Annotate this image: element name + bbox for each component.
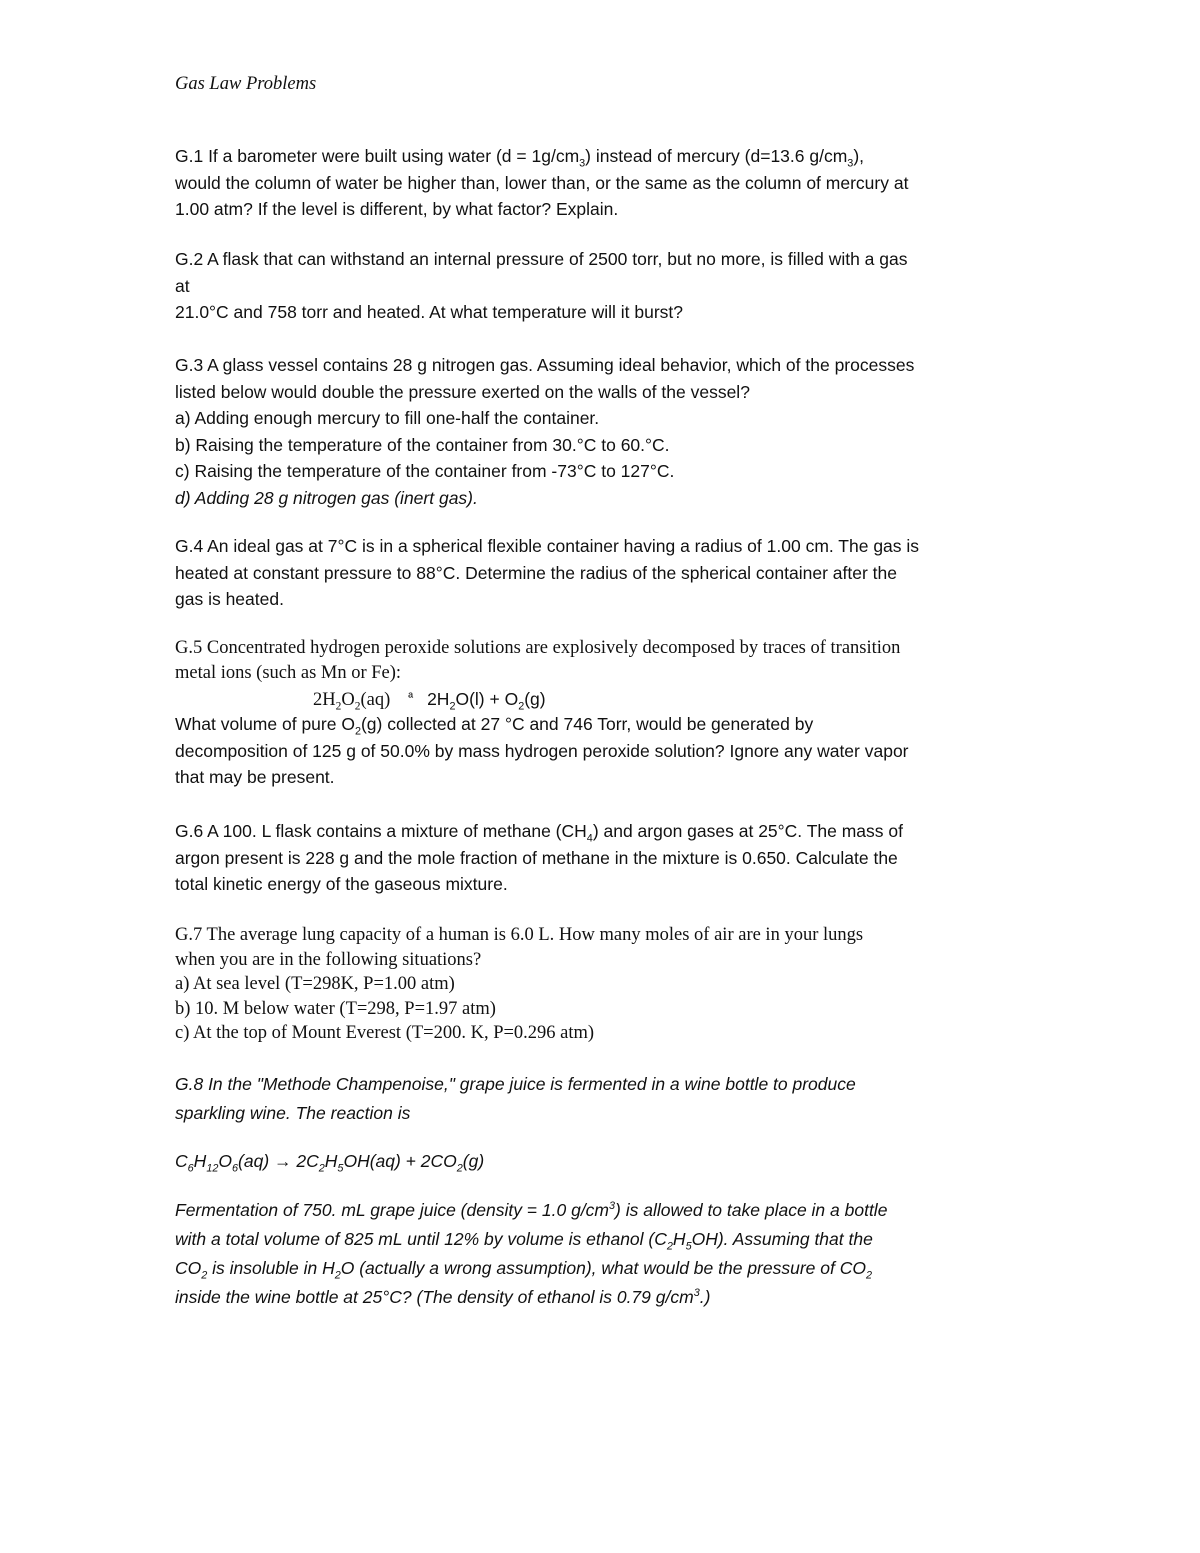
problem-line: $CO_2$ is insoluble in $H_2O$ (actually a wrong assumption), what would be the pressure of $CO_2$ (175, 1258, 873, 1282)
option-d: d) Adding 28 g nitrogen gas (inert gas). (175, 487, 478, 508)
reaction-arrow: ª (408, 690, 414, 705)
problem-g6 (175, 818, 1035, 898)
problem-g5 (175, 636, 1035, 791)
problem-line: What volume of pure $O_2(g)$ collected at 27 °C and 746 Torr, would be generated by (175, 714, 814, 738)
problem-g2 (175, 246, 1035, 326)
reaction-arrow: → (274, 1151, 292, 1171)
problem-line: with a total volume of 825 mL until 12% by volume is ethanol $(C_2H_5OH)$. Assuming that the (175, 1229, 873, 1253)
problem-line: G.1 If a barometer were built using water $(d = 1g/cm_3)$ instead of mercury (d=13.6 $g/cm_3$), (175, 146, 865, 170)
option-a: a) At sea level (T=298K, P=1.00 atm) (175, 974, 455, 994)
problem-line: argon present is 228 g and the mole fraction of methane in the mixture is 0.650. Calculate the (175, 847, 898, 868)
problem-line: that may be present. (175, 767, 335, 787)
option-c: c) At the top of Mount Everest (T=200. K, P=0.296 atm) (175, 1023, 595, 1043)
problem-line: total kinetic energy of the gaseous mixture. (175, 874, 508, 894)
problem-line: when you are in the following situations? (175, 949, 482, 970)
problem-line: would the column of water be higher than, lower than, or the same as the column of mercury at (175, 172, 909, 193)
problem-line: 1.00 atm? If the level is different, by what factor? Explain. (175, 199, 619, 219)
chemical-equation: $2H_2O_2(aq)$ ª $2H_2O(l) + O_2(g)$ (313, 689, 546, 713)
problem-line: Fermentation of 750. mL grape juice (density = 1.0 $g/cm^3$) is allowed to take place in a bottle (175, 1200, 888, 1220)
problem-line: inside the wine bottle at 25°C? (The density of ethanol is 0.79 $g/cm^3$.) (175, 1287, 711, 1307)
problem-line: gas is heated. (175, 589, 284, 609)
option-c: c) Raising the temperature of the container from -73°C to 127°C. (175, 461, 675, 481)
option-a: a) Adding enough mercury to fill one-half the container. (175, 408, 600, 428)
problem-g3 (175, 352, 1035, 511)
problem-g7 (175, 923, 1035, 1046)
problem-line: G.6 A 100. L flask contains a mixture of methane $(CH_4)$ and argon gases at 25°C. The mass of (175, 821, 903, 845)
problem-line: 21.0°C and 758 torr and heated. At what temperature will it burst? (175, 302, 683, 322)
fermentation-reaction: $C_6H_{12}O_6(aq) \to 2C_2H_5OH(aq) + 2CO_2(g)$ (175, 1151, 485, 1175)
problem-line: G.8 In the "Methode Champenoise," grape juice is fermented in a wine bottle to produce (175, 1074, 856, 1094)
problem-g8-body (175, 1196, 1035, 1312)
problem-line: G.2 A flask that can withstand an internal pressure of 2500 torr, but no more, is filled with a gas (175, 249, 908, 269)
problem-line: sparkling wine. The reaction is (175, 1103, 411, 1123)
option-b: b) 10. M below water (T=298, P=1.97 atm) (175, 998, 496, 1019)
problem-line: decomposition of 125 g of 50.0% by mass hydrogen peroxide solution? Ignore any water vapor (175, 740, 909, 761)
problem-line: G.3 A glass vessel contains 28 g nitrogen gas. Assuming ideal behavior, which of the processes (175, 355, 915, 375)
problem-line: G.7 The average lung capacity of a human is 6.0 L. How many moles of air are in your lungs (175, 925, 864, 945)
problem-line: heated at constant pressure to 88°C. Determine the radius of the spherical container after the (175, 562, 897, 583)
page-title: Gas Law Problems (175, 74, 317, 94)
problem-line: listed below would double the pressure exerted on the walls of the vessel? (175, 381, 750, 402)
option-b: b) Raising the temperature of the container from 30.°C to 60.°C. (175, 434, 670, 455)
problem-line: metal ions (such as Mn or Fe): (175, 662, 402, 683)
problem-g4 (175, 533, 1035, 613)
problem-line: G.4 An ideal gas at 7°C is in a spherical flexible container having a radius of 1.00 cm. The gas is (175, 536, 920, 556)
problem-g1 (175, 143, 1035, 223)
problem-line: G.5 Concentrated hydrogen peroxide solutions are explosively decomposed by traces of transition (175, 638, 901, 658)
problem-g8 (175, 1070, 1035, 1128)
problem-line: at (175, 275, 190, 296)
